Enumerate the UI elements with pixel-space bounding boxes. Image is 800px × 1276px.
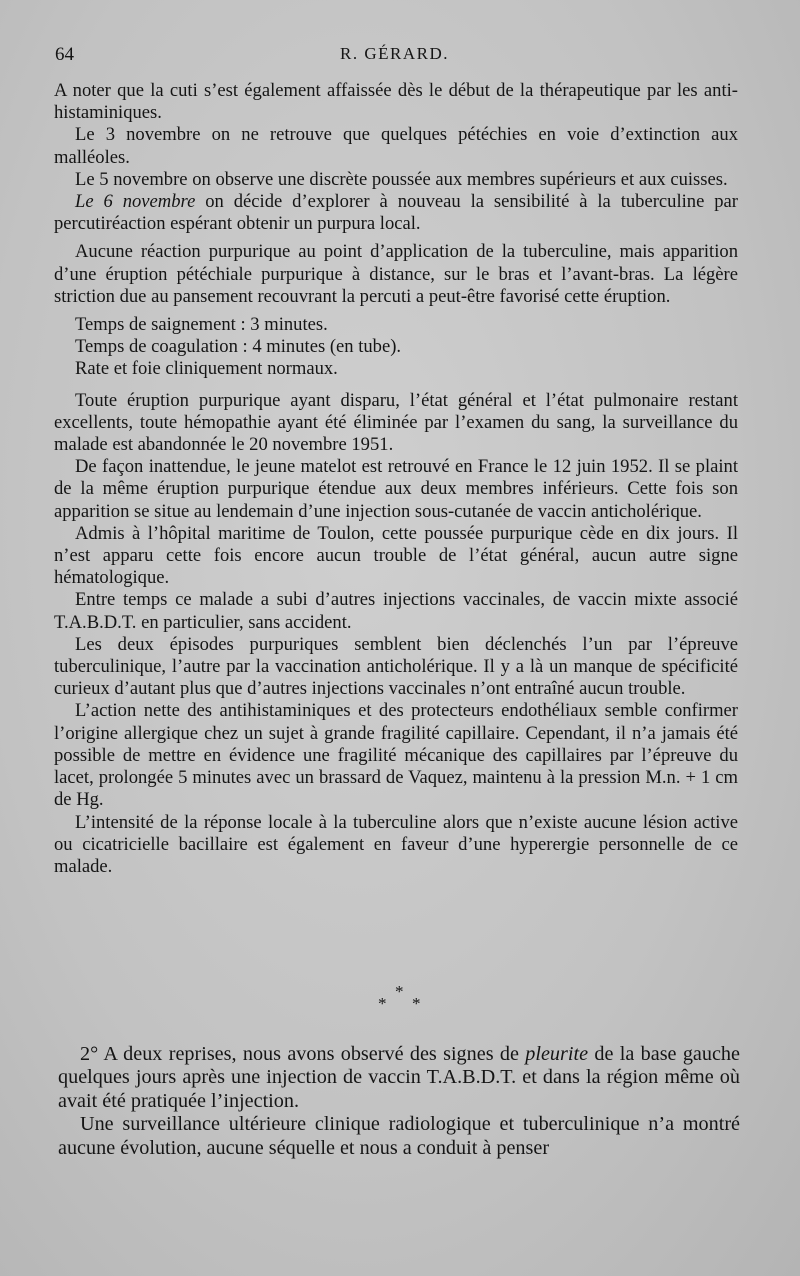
paragraph-11: Admis à l’hôpital maritime de Toulon, cette poussée purpurique cède en dix jours. Il n’est apparu cette fois encore aucun trouble de l’état général, aucun autre signe hématologique. [54,522,738,589]
section-2-text [58,1043,740,1160]
term-emphasis: pleurite [525,1043,589,1065]
separator-star: * [412,994,421,1013]
body-text [54,80,738,878]
separator-star: * [395,982,404,1001]
paragraph-1: A noter que la cuti s’est également affaissée dès le début de la thérapeutique par les anti-histaminiques. [54,80,738,124]
paragraph-4-text: on décide d’explorer à nouveau la sensibilité à la tuberculine par percutiréaction espérant obtenir un purpura local. [54,191,739,235]
paragraph-12: Entre temps ce malade a subi d’autres injections vaccinales, de vaccin mixte associé T.A.B.D.T. en particulier, sans accident. [54,589,738,633]
separator-star: * [378,994,387,1013]
page-header [0,40,800,74]
running-head: R. GÉRARD. [340,44,449,63]
paragraph-13: Les deux épisodes purpuriques semblent bien déclenchés l’un par l’épreuve tuberculinique, l’autre par la vaccination anticholérique. Il y a là un manque de spécificité curieux d’autant plus que d’autres injections vaccinales n’ont entraîné aucun trouble. [54,633,738,700]
section-2-paragraph-2: Une surveillance ultérieure clinique radiologique et tuberculinique n’a montré aucune évolution, aucune séquelle et nous a conduit à penser [58,1113,740,1159]
paragraph-9: Toute éruption purpurique ayant disparu, l’état général et l’état pulmonaire restant excellents, toute hémopathie ayant été éliminée par l’examen du sang, la surveillance du malade est abandonnée le 20 novembre 1951. [54,389,738,456]
date-emphasis: Le 6 novembre [75,191,196,213]
page-number: 64 [55,44,74,65]
paragraph-3: Le 5 novembre on observe une discrète poussée aux membres supérieurs et aux cuisses. [75,168,728,190]
paragraph-15: L’intensité de la réponse locale à la tuberculine alors que n’existe aucune lésion active ou cicatricielle bacillaire est également en faveur d’une hyperergie personnelle de ce malade. [54,811,738,877]
paragraph-7: Temps de coagulation : 4 minutes (en tube). [75,336,402,358]
paragraph-5: Aucune réaction purpurique au point d’application de la tuberculine, mais apparition d’une éruption pétéchiale purpurique à distance, sur le bras et l’avant-bras. La légère striction due au pansement recouvrant la percuti a peut-être favorisé cette éruption. [54,241,738,307]
paragraph-14: L’action nette des antihistaminiques et des protecteurs endothéliaux semble confirmer l’origine allergique chez un sujet à grande fragilité capillaire. Cependant, il n’a jamais été possible de mettre en évidence une fragilité mécanique des capillaires par l’épreuve du lacet, prolongée 5 minutes avec un brassard de Vaquez, maintenu à la pression M.n. + 1 cm de Hg. [54,700,738,811]
paragraph-6: Temps de saignement : 3 minutes. [75,314,328,336]
paragraph-2: Le 3 novembre on ne retrouve que quelques pétéchies en voie d’extinction aux malléoles. [54,124,738,168]
paragraph-4 [54,191,738,235]
section-separator [360,982,440,1022]
section-2-paragraph-1: 2° A deux reprises, nous avons observé des signes de pleurite de la base gauche quelques jours après une injection de vaccin T.A.B.D.T. et dans la région même où avait été pratiquée l’injection. [58,1043,740,1112]
paragraph-10: De façon inattendue, le jeune matelot est retrouvé en France le 12 juin 1952. Il se plaint de la même éruption purpurique étendue aux deux membres inférieurs. Cette fois son apparition se situe au lendemain d’une injection sous-cutanée de vaccin anticholérique. [54,456,738,522]
paragraph-8: Rate et foie cliniquement normaux. [75,358,338,380]
